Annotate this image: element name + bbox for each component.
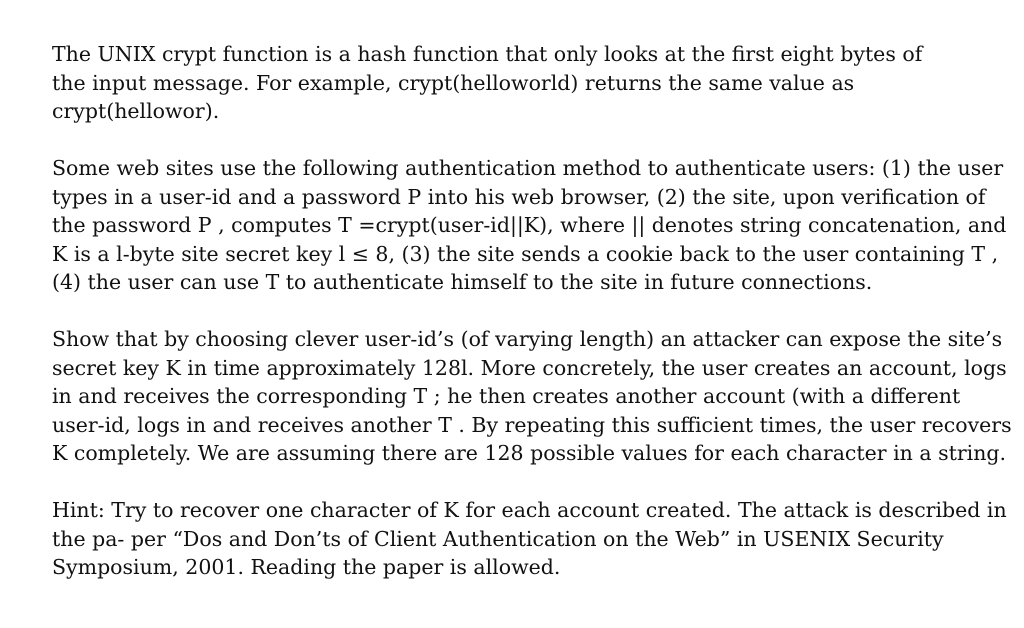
text-line: secret key K in time approximately 128l. More concretely, the user creates an account, logs [52, 355, 1007, 380]
text-line: K is a l-byte site secret key l ≤ 8, (3) the site sends a cookie back to the user containing T , [52, 241, 999, 266]
text-line: (4) the user can use T to authenticate himself to the site in future connections. [52, 270, 873, 294]
text-line: the password P , computes T =crypt(user-id||K), where || denotes string concatenation, and [52, 213, 1007, 237]
paragraph-hint [52, 496, 1007, 582]
text-line: Symposium, 2001. Reading the paper is allowed. [52, 555, 561, 579]
text-line: crypt(hellowor). [52, 99, 220, 123]
text-line: the pa- per “Dos and Don’ts of Client Authentication on the Web” in USENIX Security [52, 526, 944, 551]
text-line: The UNIX crypt function is a hash function that only looks at the first eight bytes of [52, 42, 923, 66]
text-line: the input message. For example, crypt(helloworld) returns the same value as [52, 70, 855, 95]
text-line: Show that by choosing clever user-id’s (of varying length) an attacker can expose the site’s [52, 327, 1003, 351]
text-line: types in a user-id and a password P into his web browser, (2) the site, upon verification of [52, 184, 986, 209]
text-line: K completely. We are assuming there are 128 possible values for each character in a string. [52, 441, 1007, 465]
text-line: user-id, logs in and receives another T . By repeating this sufficient times, the user recovers [52, 412, 1012, 437]
paragraph-auth-method [52, 154, 1007, 297]
paragraph-attack-task [52, 325, 1012, 468]
paragraph-crypt-intro [52, 40, 1007, 126]
text-line: in and receives the corresponding T ; he then creates another account (with a different [52, 384, 961, 408]
text-line: Some web sites use the following authentication method to authenticate users: (1) the user [52, 156, 1004, 180]
text-line: Hint: Try to recover one character of K for each account created. The attack is described in [52, 498, 1007, 522]
document-page [52, 40, 1012, 610]
